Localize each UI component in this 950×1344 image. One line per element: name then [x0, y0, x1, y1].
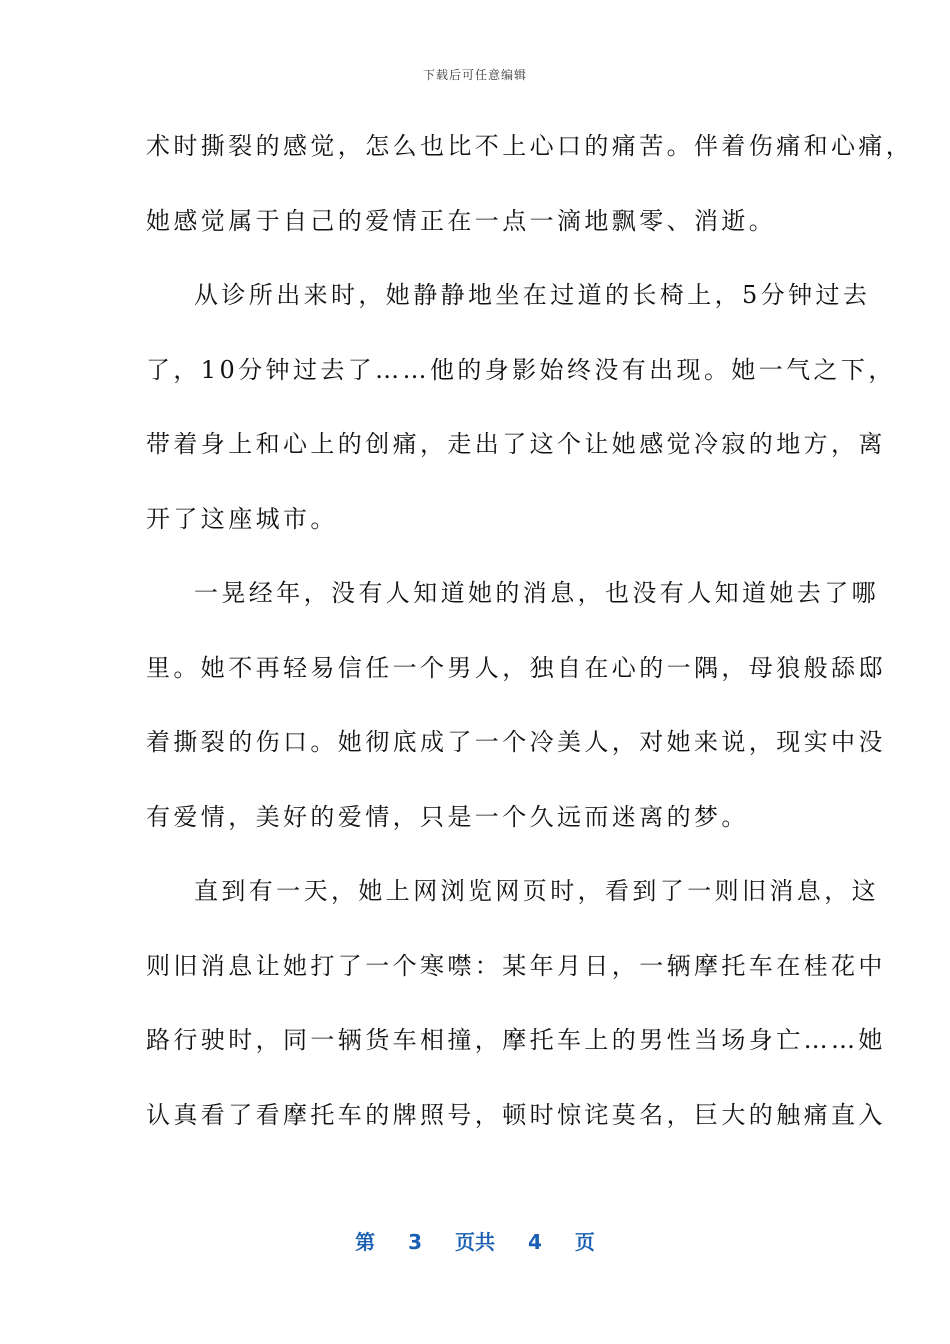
- header-note: 下载后可任意编辑: [422, 68, 527, 82]
- footer-middle: 页共: [455, 1230, 495, 1254]
- page-number-footer: [0, 1226, 950, 1255]
- paragraph-line: 则旧消息让她打了一个寒噤：某年月日，一辆摩托车在桂花中: [146, 951, 886, 980]
- current-page-number: 3: [408, 1230, 423, 1254]
- footer-prefix: 第: [355, 1230, 376, 1254]
- paragraph-line: 带着身上和心上的创痛，走出了这个让她感觉冷寂的地方，离: [146, 430, 886, 458]
- paragraph-line: 从诊所出来时，她静静地坐在过道的长椅上，5分钟过去: [194, 281, 871, 309]
- paragraph-line: 了，10分钟过去了……他的身影始终没有出现。她一气之下，: [146, 355, 896, 384]
- paragraph-line: 认真看了看摩托车的牌照号，顿时惊诧莫名，巨大的触痛直入: [146, 1100, 886, 1129]
- total-pages-number: 4: [527, 1230, 542, 1254]
- footer-suffix: 页: [574, 1230, 595, 1254]
- paragraph-line: 着撕裂的伤口。她彻底成了一个冷美人，对她来说，现实中没: [146, 728, 886, 756]
- paragraph-line: 路行驶时，同一辆货车相撞，摩托车上的男性当场身亡……她: [146, 1026, 886, 1054]
- paragraph-line: 直到有一天，她上网浏览网页时，看到了一则旧消息，这: [194, 877, 879, 905]
- paragraph-line: 有爱情，美好的爱情，只是一个久远而迷离的梦。: [146, 802, 749, 831]
- body-text: [146, 122, 914, 1165]
- paragraph-line: 一晃经年，没有人知道她的消息，也没有人知道她去了哪: [194, 579, 879, 607]
- paragraph-line: 里。她不再轻易信任一个男人，独自在心的一隅，母狼般舔邸: [146, 653, 886, 682]
- paragraph-line: 开了这座城市。: [146, 504, 338, 533]
- paragraph-line: 她感觉属于自己的爱情正在一点一滴地飘零、消逝。: [146, 206, 777, 235]
- paragraph-line: 术时撕裂的感觉，怎么也比不上心口的痛苦。伴着伤痛和心痛，: [146, 132, 914, 160]
